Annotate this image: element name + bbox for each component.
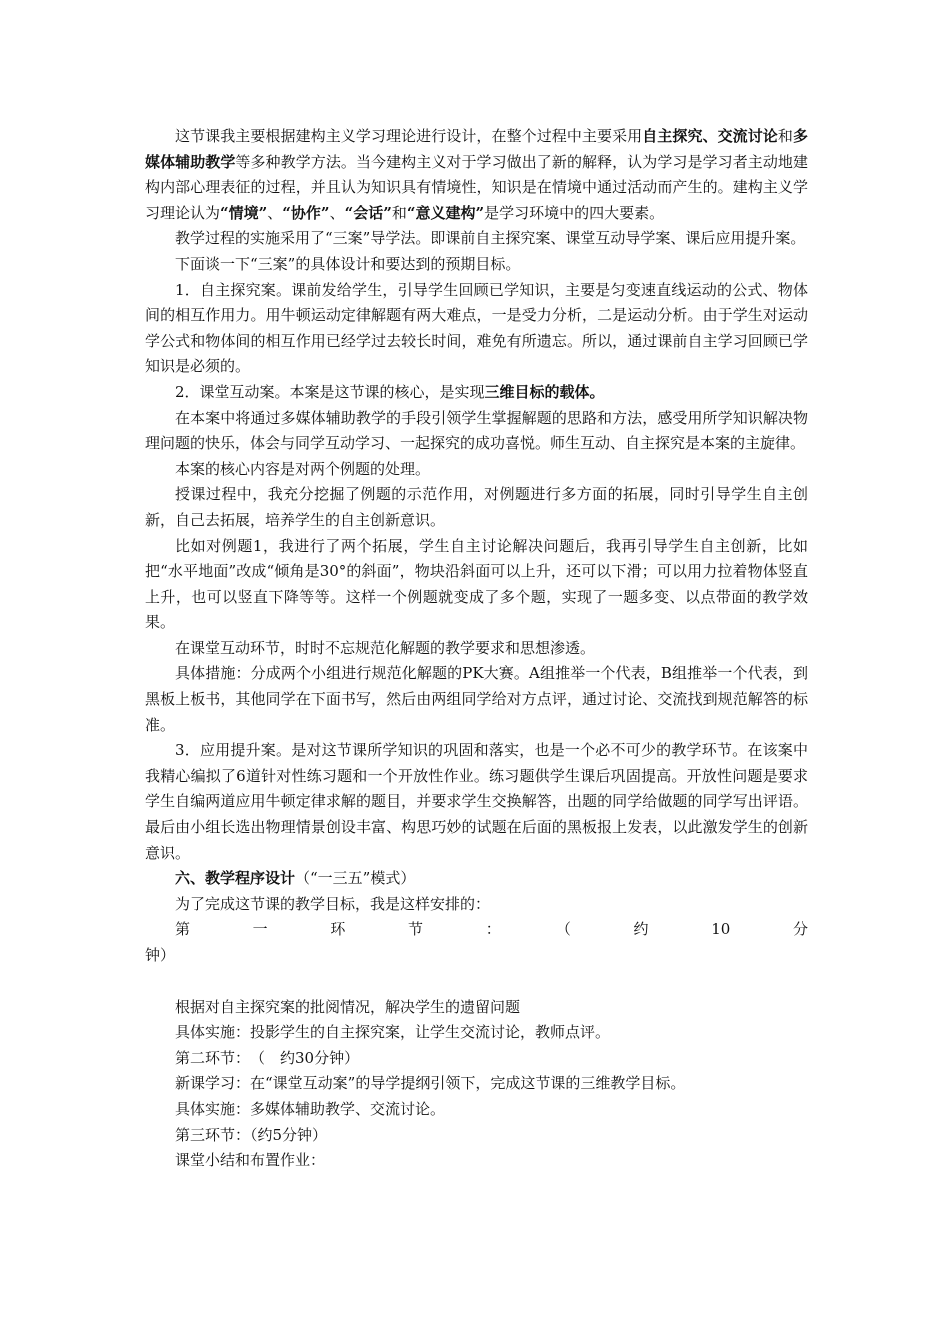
bold-text: “协作” [282, 203, 330, 222]
paragraph-measures: 具体措施：分成两个小组进行规范化解题的PK大赛。A组推举一个代表，B组推举一个代表，到黑板上板书，其他同学在下面书写，然后由两组同学给对方点评，通过讨论、交流找到规范解答的标准。 [145, 664, 808, 734]
heading-note: （“一三五”模式） [295, 869, 416, 888]
text-run: 、 [329, 203, 345, 222]
bold-text: “情境” [220, 203, 268, 222]
paragraph-classroom-plan [145, 380, 808, 406]
heading-bold: 六、教学程序设计 [175, 869, 296, 888]
paragraph-standard-solving: 在课堂互动环节，时时不忘规范化解题的教学要求和思想渗透。 [175, 638, 596, 657]
stage-two-implementation: 具体实施：多媒体辅助教学、交流讨论。 [175, 1099, 446, 1118]
paragraph-teaching-methods [145, 124, 808, 226]
bold-text: 三维目标的载体。 [484, 382, 605, 401]
paragraph-three-plans-intro: 下面谈一下“三案”的具体设计和要达到的预期目标。 [175, 254, 521, 273]
text-run: 和 [777, 127, 793, 145]
stage-two-content: 新课学习：在“课堂互动案”的导学提纲引领下，完成这节课的三维教学目标。 [175, 1074, 686, 1093]
paragraph-teaching-process: 授课过程中，我充分挖掘了例题的示范作用，对例题进行多方面的拓展，同时引导学生自主创新，自己去拓展，培养学生的自主创新意识。 [145, 485, 808, 529]
section-heading [145, 866, 808, 892]
stage-one-title-end: 钟） [145, 946, 176, 964]
paragraph-core-content: 本案的核心内容是对两个例题的处理。 [175, 459, 431, 478]
bold-text: “意义建构” [406, 203, 485, 222]
text-run: 等多种教学方法。当今建构主义对于学习做出了新的解释，认为学习是学习者主动地建构内部心理表征的过程，并且认为知识具有情境性，知识是在情境中通过活动而产生的。建构主义学习理论认为 [145, 152, 808, 222]
paragraph-classroom-detail: 在本案中将通过多媒体辅助教学的手段引领学生掌握解题的思路和方法，感受用所学知识解决物理问题的快乐，体会与同学互动学习、一起探究的成功喜悦。师生互动、自主探究是本案的主旋律。 [145, 408, 808, 453]
text-run: 这节课我主要根据建构主义学习理论进行设计，在整个过程中主要采用 [175, 127, 643, 145]
paragraph-application-plan: 3．应用提升案。是对这节课所学知识的巩固和落实，也是一个必不可少的教学环节。在该案中我精心编拟了6道针对性练习题和一个开放性作业。练习题供学生课后巩固提高。开放性问题是要求学生自编两道应用牛顿定律求解的题目，并要求学生交换解答，出题的同学给做题的同学写出评语。最后由小组长选出物理情景创设丰富、构思巧妙的试题在后面的黑板报上发表，以此激发学生的创新意识。 [145, 741, 808, 862]
stage-two-title: 第二环节： （ 约30分钟） [175, 1048, 360, 1067]
stage-one-title: 第一环节：（约10分 [175, 920, 808, 939]
paragraph-self-study-plan: 1．自主探究案。课前发给学生，引导学生回顾已学知识，主要是匀变速直线运动的公式、物体间的相互作用力。用牛顿运动定律解题有两大难点，一是受力分析，二是运动分析。由于学生对运动学公式和物体间的相互作用已经学过去较长时间，难免有所遗忘。所以，通过课前自主学习回顾已学知识是必须的。 [145, 280, 808, 376]
stage-three-title: 第三环节：（约5分钟） [175, 1125, 328, 1144]
bold-text: 自主探究、交流讨论 [642, 127, 778, 145]
document-page [145, 124, 808, 1174]
text-run: 2．课堂互动案。本案是这节课的核心，是实现 [175, 382, 485, 401]
text-run: 、 [267, 203, 283, 222]
stage-one-implementation: 具体实施：投影学生的自主探究案，让学生交流讨论，教师点评。 [175, 1023, 611, 1042]
paragraph-three-plans: 教学过程的实施采用了“三案”导学法。即课前自主探究案、课堂互动导学案、课后应用提升案。 [175, 229, 806, 248]
paragraph-example-extension: 比如对例题1，我进行了两个拓展，学生自主讨论解决问题后，我再引导学生自主创新，比如把“水平地面”改成“倾角是30°的斜面”，物块沿斜面可以上升，还可以下滑；可以用力拉着物体竖直上升，也可以竖直下降等等。这样一个例题就变成了多个题，实现了一题多变、以点带面的教学效果。 [145, 536, 808, 632]
paragraph-arrangement: 为了完成这节课的教学目标，我是这样安排的： [175, 894, 491, 913]
stage-three-content: 课堂小结和布置作业： [175, 1151, 326, 1170]
text-run: 是学习环境中的四大要素。 [484, 203, 665, 222]
stage-one-content: 根据对自主探究案的批阅情况，解决学生的遗留问题 [175, 997, 521, 1016]
text-run: 和 [391, 203, 407, 222]
bold-text: “会话” [344, 203, 392, 222]
bold-text: 多媒体辅助教学 [145, 127, 808, 171]
